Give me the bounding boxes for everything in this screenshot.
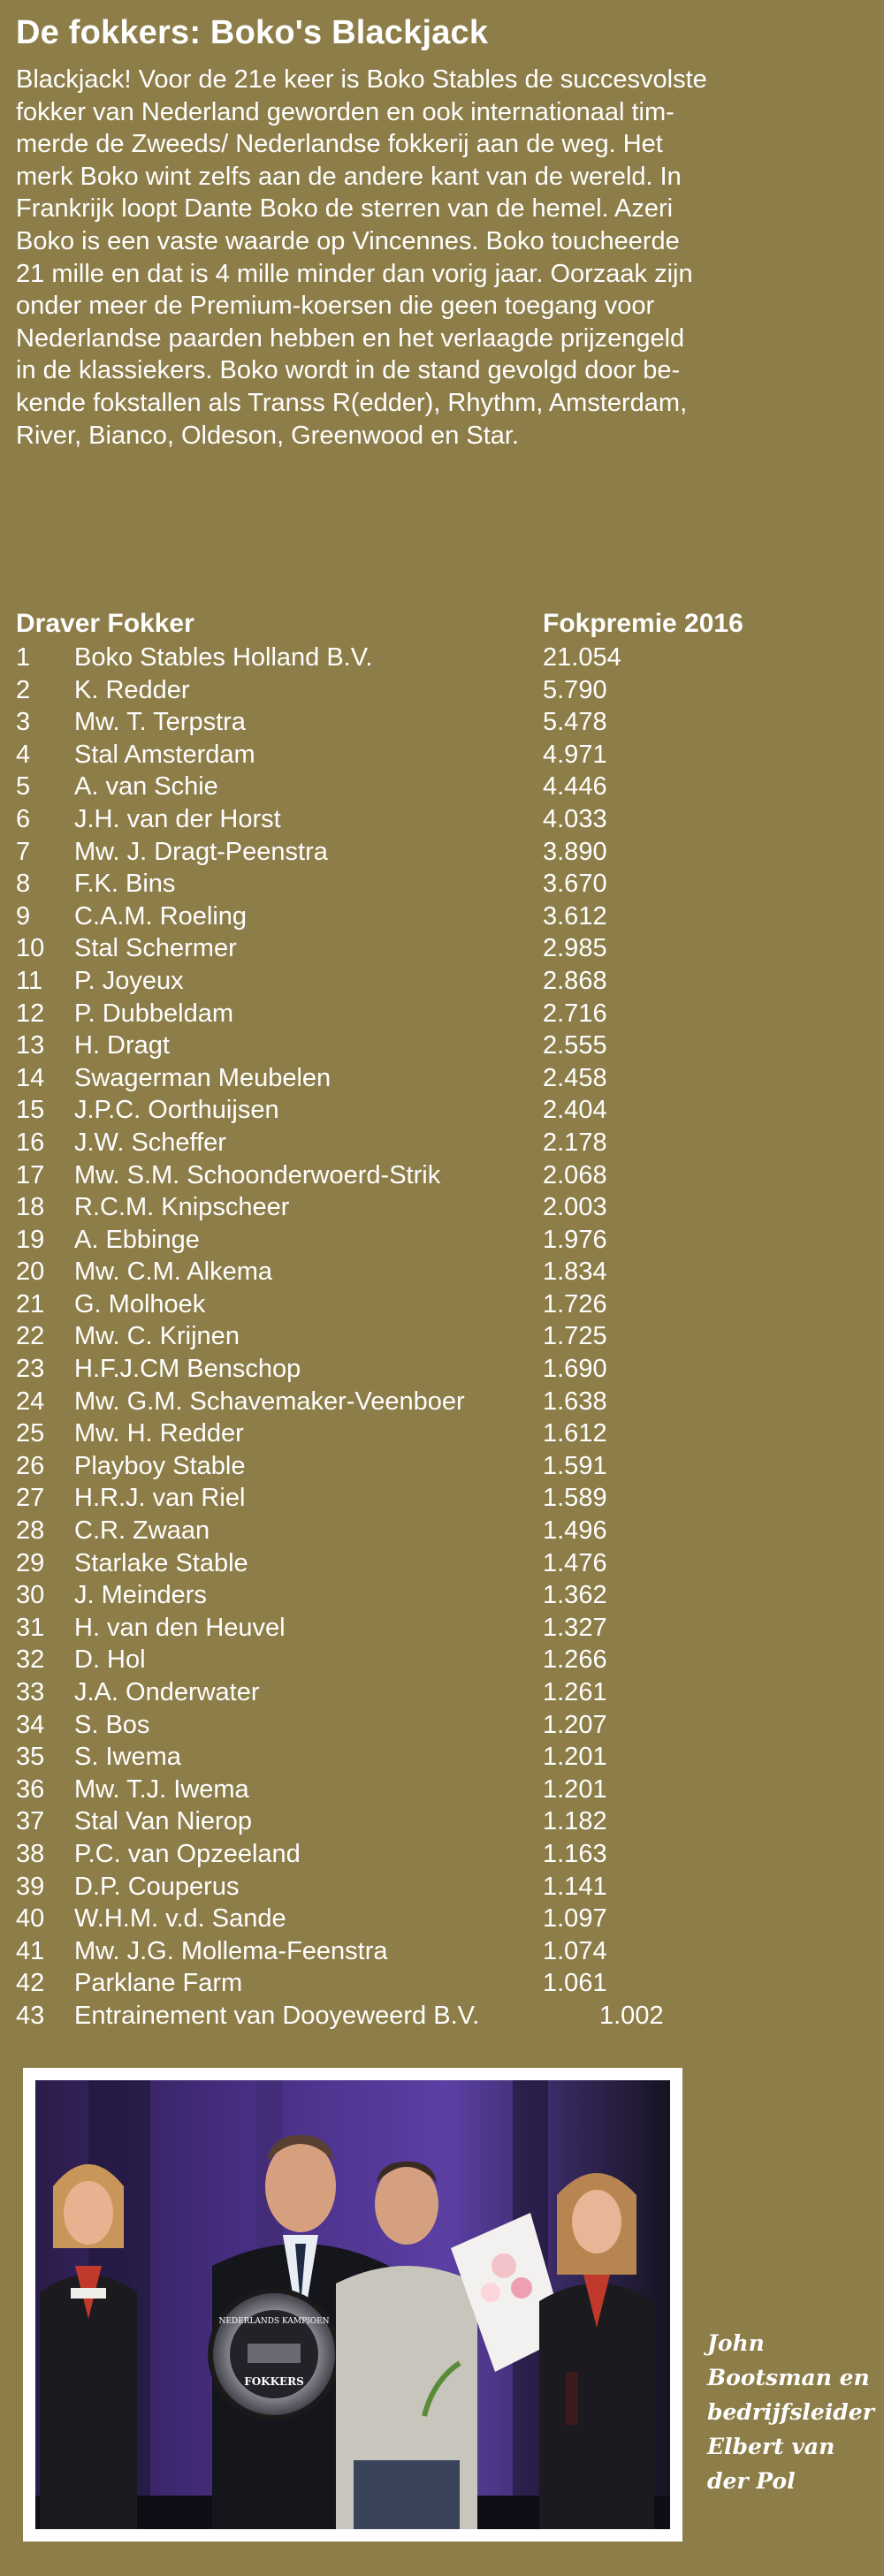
premie-cell: 1.074: [543, 1936, 607, 1965]
premie-cell: 2.985: [543, 934, 607, 963]
rank-cell: 6: [16, 804, 31, 833]
rank-cell: 29: [16, 1548, 45, 1577]
premie-cell: 2.003: [543, 1193, 607, 1222]
intro-line: kende fokstallen als Transs R(edder), Rhythm, Amsterdam,: [16, 388, 688, 417]
table-row: [16, 1644, 865, 1676]
premie-cell: 1.476: [543, 1548, 607, 1577]
rank-cell: 32: [16, 1645, 45, 1675]
table-row: [16, 1903, 865, 1935]
breeder-name-cell: W.H.M. v.d. Sande: [74, 1904, 286, 1934]
premie-cell: 1.690: [543, 1355, 607, 1384]
table-row: [16, 836, 865, 869]
caption-line: Bootsman en: [707, 2365, 870, 2390]
premie-cell: 1.612: [543, 1419, 607, 1448]
table-row: [16, 932, 865, 965]
table-row: [16, 1482, 865, 1515]
rank-cell: 35: [16, 1743, 45, 1772]
premie-cell: 1.201: [543, 1743, 607, 1772]
rank-cell: 33: [16, 1678, 45, 1706]
premie-cell: 2.555: [543, 1031, 607, 1060]
breeder-name-cell: H. Dragt: [74, 1031, 170, 1060]
table-header: [16, 608, 865, 640]
rank-cell: 42: [16, 1969, 45, 1998]
table-row: [16, 1871, 865, 1904]
intro-line: fokker van Nederland geworden en ook internationaal tim-: [16, 97, 674, 126]
table-row: [16, 1612, 865, 1645]
table-row: [16, 1547, 865, 1580]
table-row: [16, 1774, 865, 1806]
table-row: [16, 1062, 865, 1095]
table-row: [16, 998, 865, 1030]
breeder-name-cell: S. Iwema: [74, 1743, 181, 1772]
table-row: [16, 706, 865, 739]
breeder-name-cell: H.F.J.CM Benschop: [74, 1355, 301, 1384]
rank-cell: 9: [16, 901, 31, 931]
rank-cell: 27: [16, 1484, 45, 1513]
premie-cell: 2.178: [543, 1128, 607, 1157]
rank-cell: 41: [16, 1936, 45, 1965]
table-row: [16, 868, 865, 900]
column-header-fokker: Draver Fokker: [16, 609, 194, 638]
premie-cell: 1.327: [543, 1613, 607, 1642]
intro-line: River, Bianco, Oldeson, Greenwood en Star.: [16, 421, 520, 450]
rank-cell: 8: [16, 870, 31, 899]
rank-cell: 30: [16, 1581, 45, 1610]
person-left-hostess: [40, 2164, 137, 2529]
rank-cell: 36: [16, 1774, 45, 1804]
premie-cell: 1.201: [543, 1774, 607, 1804]
breeder-name-cell: Entrainement van Dooyeweerd B.V.: [74, 2001, 480, 2030]
breeder-name-cell: Boko Stables Holland B.V.: [74, 643, 373, 672]
premie-cell: 1.726: [543, 1289, 607, 1318]
table-row: [16, 1386, 865, 1418]
table-row: [16, 1515, 865, 1547]
rank-cell: 28: [16, 1516, 45, 1546]
table-row: [16, 1191, 865, 1224]
breeder-name-cell: D.P. Couperus: [74, 1872, 240, 1901]
premie-cell: 1.002: [599, 2001, 664, 2030]
table-row: [16, 1030, 865, 1062]
rank-cell: 40: [16, 1904, 45, 1934]
breeder-name-cell: Mw. G.M. Schavemaker-Veenboer: [74, 1387, 465, 1416]
intro-line: onder meer de Premium-koersen die geen toegang voor: [16, 292, 655, 321]
premie-cell: 1.976: [543, 1225, 607, 1254]
breeder-name-cell: Starlake Stable: [74, 1548, 248, 1577]
rank-cell: 15: [16, 1096, 45, 1125]
table-row: [16, 803, 865, 836]
table-row: [16, 1353, 865, 1386]
breeder-name-cell: K. Redder: [74, 675, 190, 704]
rank-cell: 7: [16, 837, 31, 866]
table-row: [16, 900, 865, 933]
breeder-name-cell: R.C.M. Knipscheer: [74, 1193, 290, 1222]
rank-cell: 21: [16, 1289, 45, 1318]
rank-cell: 3: [16, 708, 31, 737]
premie-cell: 2.404: [543, 1096, 607, 1125]
table-row: [16, 2000, 865, 2033]
award-photo-illustration: [35, 2080, 670, 2529]
breeder-name-cell: Swagerman Meubelen: [74, 1063, 332, 1092]
table-row: [16, 1967, 865, 2000]
premie-cell: 1.207: [543, 1710, 607, 1739]
premie-cell: 1.061: [543, 1969, 607, 1998]
breeder-name-cell: Stal Schermer: [74, 934, 237, 963]
breeder-name-cell: A. Ebbinge: [74, 1225, 200, 1254]
rank-cell: 38: [16, 1839, 45, 1868]
breeder-name-cell: Mw. C. Krijnen: [74, 1322, 240, 1351]
intro-line: Boko is een vaste waarde op Vincennes. Boko toucheerde: [16, 226, 680, 255]
table-row: [16, 771, 865, 803]
breeder-name-cell: F.K. Bins: [74, 870, 176, 899]
rank-cell: 26: [16, 1451, 45, 1480]
premie-cell: 2.716: [543, 999, 607, 1028]
breeder-name-cell: C.R. Zwaan: [74, 1516, 210, 1546]
breeder-name-cell: Playboy Stable: [74, 1451, 246, 1480]
ranking-table: [16, 642, 865, 2033]
premie-cell: 1.261: [543, 1678, 607, 1706]
award-photo: [35, 2080, 670, 2529]
table-row: [16, 1224, 865, 1257]
rank-cell: 18: [16, 1193, 45, 1222]
breeder-name-cell: Mw. T. Terpstra: [74, 708, 246, 737]
table-row: [16, 1256, 865, 1288]
rank-cell: 39: [16, 1872, 45, 1901]
intro-line: Nederlandse paarden hebben en het verlaagde prijzengeld: [16, 323, 685, 353]
plaque-text-top: NEDERLANDS KAMPIOEN: [218, 2317, 330, 2326]
table-row: [16, 1805, 865, 1838]
breeder-name-cell: J.A. Onderwater: [74, 1678, 260, 1706]
table-row: [16, 1159, 865, 1192]
table-row: [16, 1935, 865, 1968]
intro-line: Blackjack! Voor de 21e keer is Boko Stables de succesvolste: [16, 65, 707, 94]
table-row: [16, 642, 865, 674]
breeder-name-cell: Mw. C.M. Alkema: [74, 1258, 272, 1287]
breeder-name-cell: P. Dubbeldam: [74, 999, 234, 1028]
breeder-name-cell: H.R.J. van Riel: [74, 1484, 246, 1513]
breeder-name-cell: C.A.M. Roeling: [74, 901, 248, 931]
rank-cell: 12: [16, 999, 45, 1028]
premie-cell: 1.141: [543, 1872, 607, 1901]
breeder-name-cell: Stal Amsterdam: [74, 740, 255, 769]
breeder-name-cell: A. van Schie: [74, 772, 218, 802]
premie-cell: 1.266: [543, 1645, 607, 1675]
rank-cell: 31: [16, 1613, 45, 1642]
rank-cell: 2: [16, 675, 31, 704]
rank-cell: 22: [16, 1322, 45, 1351]
breeder-name-cell: Mw. J.G. Mollema-Feenstra: [74, 1936, 388, 1965]
rank-cell: 14: [16, 1063, 45, 1092]
breeder-name-cell: S. Bos: [74, 1710, 150, 1739]
premie-cell: 3.670: [543, 870, 607, 899]
intro-line: merde de Zweeds/ Nederlandse fokkerij aan de weg. Het: [16, 130, 663, 159]
table-row: [16, 1450, 865, 1483]
premie-cell: 1.589: [543, 1484, 607, 1513]
breeder-name-cell: Stal Van Nierop: [74, 1807, 252, 1836]
caption-line: der Pol: [707, 2468, 796, 2494]
rank-cell: 5: [16, 772, 31, 802]
table-row: [16, 965, 865, 998]
premie-cell: 4.033: [543, 804, 607, 833]
table-row: [16, 1579, 865, 1612]
rank-cell: 11: [16, 966, 43, 995]
breeder-name-cell: Mw. J. Dragt-Peenstra: [74, 837, 328, 866]
table-row: [16, 1741, 865, 1774]
breeder-name-cell: P.C. van Opzeeland: [74, 1839, 301, 1868]
premie-cell: 2.868: [543, 966, 607, 995]
table-row: [16, 1676, 865, 1709]
photo-caption: [707, 2326, 875, 2498]
caption-line: John: [707, 2330, 765, 2356]
intro-line: in de klassiekers. Boko wordt in de stand gevolgd door be-: [16, 356, 681, 385]
premie-cell: 5.790: [543, 675, 607, 704]
plaque: [210, 2291, 338, 2418]
premie-cell: 1.496: [543, 1516, 607, 1546]
breeder-name-cell: G. Molhoek: [74, 1289, 206, 1318]
intro-line: merk Boko wint zelfs aan de andere kant van de wereld. In: [16, 162, 682, 191]
premie-cell: 1.362: [543, 1581, 607, 1610]
premie-cell: 1.591: [543, 1451, 607, 1480]
intro-paragraph: [16, 64, 860, 452]
photo-frame: [23, 2068, 682, 2542]
breeder-name-cell: H. van den Heuvel: [74, 1613, 286, 1642]
caption-line: Elbert van: [707, 2434, 835, 2459]
breeder-name-cell: P. Joyeux: [74, 966, 184, 995]
rank-cell: 13: [16, 1031, 45, 1060]
breeder-name-cell: J.P.C. Oorthuijsen: [74, 1096, 279, 1125]
rank-cell: 16: [16, 1128, 45, 1157]
intro-line: Frankrijk loopt Dante Boko de sterren van de hemel. Azeri: [16, 194, 674, 224]
premie-cell: 2.458: [543, 1063, 607, 1092]
premie-cell: 1.834: [543, 1258, 607, 1287]
rank-cell: 25: [16, 1419, 45, 1448]
premie-cell: 1.097: [543, 1904, 607, 1934]
table-row: [16, 1320, 865, 1353]
breeder-name-cell: J. Meinders: [74, 1581, 207, 1610]
premie-cell: 4.446: [543, 772, 607, 802]
premie-cell: 2.068: [543, 1160, 607, 1189]
premie-cell: 3.612: [543, 901, 607, 931]
rank-cell: 34: [16, 1710, 45, 1739]
article-title: De fokkers: Boko's Blackjack: [16, 14, 489, 51]
breeder-name-cell: J.W. Scheffer: [74, 1128, 226, 1157]
rank-cell: 43: [16, 2001, 45, 2030]
table-row: [16, 1127, 865, 1159]
rank-cell: 20: [16, 1258, 45, 1287]
table-row: [16, 739, 865, 771]
rank-cell: 10: [16, 934, 45, 963]
rank-cell: 1: [16, 643, 31, 672]
premie-cell: 1.725: [543, 1322, 607, 1351]
premie-cell: 1.163: [543, 1839, 607, 1868]
table-row: [16, 1709, 865, 1742]
breeder-name-cell: Mw. S.M. Schoonderwoerd-Strik: [74, 1160, 441, 1189]
rank-cell: 23: [16, 1355, 45, 1384]
premie-cell: 21.054: [543, 643, 621, 672]
intro-line: 21 mille en dat is 4 mille minder dan vorig jaar. Oorzaak zijn: [16, 259, 693, 288]
plaque-text-bottom: FOKKERS: [244, 2375, 304, 2388]
table-row: [16, 674, 865, 707]
table-row: [16, 1094, 865, 1127]
rank-cell: 17: [16, 1160, 45, 1189]
table-row: [16, 1288, 865, 1321]
table-row: [16, 1417, 865, 1450]
breeder-name-cell: D. Hol: [74, 1645, 146, 1675]
rank-cell: 19: [16, 1225, 45, 1254]
rank-cell: 4: [16, 740, 31, 769]
rank-cell: 37: [16, 1807, 45, 1836]
rank-cell: 24: [16, 1387, 45, 1416]
breeder-name-cell: Mw. H. Redder: [74, 1419, 244, 1448]
breeder-name-cell: Mw. T.J. Iwema: [74, 1774, 249, 1804]
breeder-name-cell: J.H. van der Horst: [74, 804, 281, 833]
premie-cell: 3.890: [543, 837, 607, 866]
caption-line: bedrijfsleider: [707, 2399, 874, 2425]
table-row: [16, 1838, 865, 1871]
column-header-fokpremie: Fokpremie 2016: [543, 609, 743, 638]
breeder-name-cell: Parklane Farm: [74, 1969, 243, 1998]
premie-cell: 5.478: [543, 708, 607, 737]
premie-cell: 1.638: [543, 1387, 607, 1416]
premie-cell: 4.971: [543, 740, 607, 769]
premie-cell: 1.182: [543, 1807, 607, 1836]
